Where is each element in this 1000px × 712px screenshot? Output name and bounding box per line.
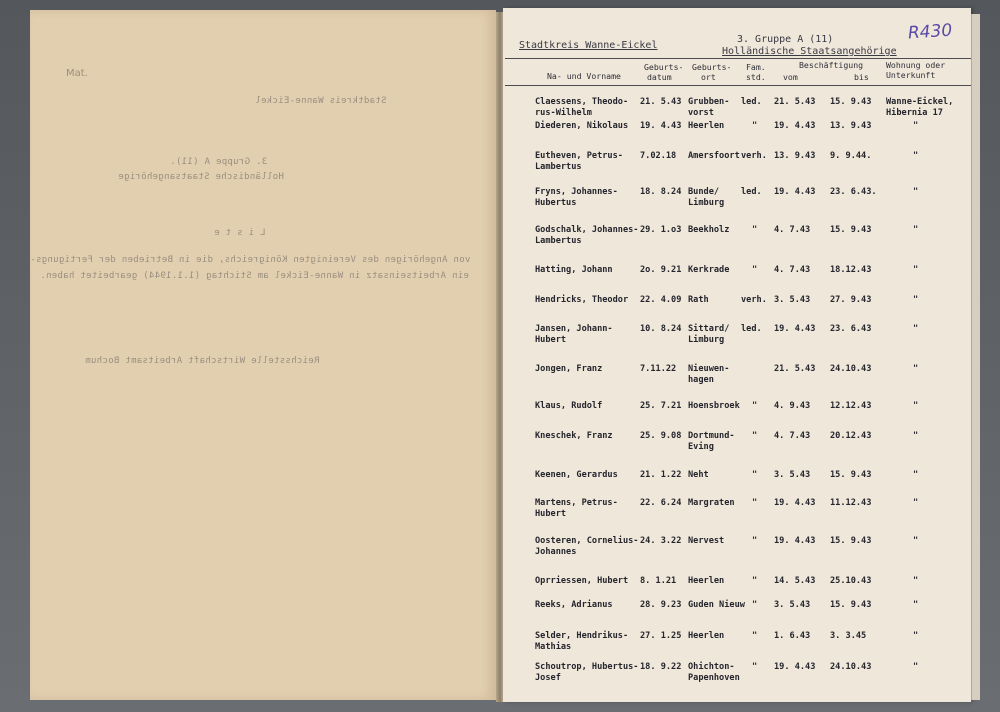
cell-birth-date: 28. 9.23: [640, 600, 682, 610]
col-birth-place-2: ort: [701, 72, 716, 82]
cell-birth-place: Kerkrade: [688, 265, 730, 275]
cell-birth-date: 25. 7.21: [640, 401, 682, 411]
cell-employment-to: 24.10.43: [830, 364, 872, 374]
cell-birth-place: Beekholz: [688, 225, 730, 235]
col-birth-date-2: datum: [647, 72, 672, 82]
cell-fam-status: ": [752, 662, 758, 672]
cell-residence: ": [913, 576, 919, 586]
cell-birth-date: 22. 6.24: [640, 498, 682, 508]
district-header: Stadtkreis Wanne-Eickel: [519, 40, 658, 51]
cell-birth-place: hagen: [688, 375, 714, 385]
cell-residence: ": [913, 536, 919, 546]
page-edge: [971, 14, 980, 700]
cell-birth-place: Hoensbroek: [688, 401, 740, 411]
cell-fam-status: ": [752, 401, 758, 411]
cell-birth-place: Bunde/: [688, 187, 720, 197]
cell-name: Hendricks, Theodor: [535, 295, 629, 305]
cell-employment-from: 3. 5.43: [774, 295, 811, 305]
cell-fam-status: ": [752, 431, 758, 441]
cell-birth-place: Ohichton-: [688, 662, 735, 672]
cell-employment-from: 19. 4.43: [774, 662, 816, 672]
cell-birth-place: Papenhoven: [688, 673, 740, 683]
cell-birth-date: 29. 1.o3: [640, 225, 682, 235]
cell-name: Kneschek, Franz: [535, 431, 613, 441]
cell-fam-status: ": [752, 265, 758, 275]
cell-fam-status: ": [752, 600, 758, 610]
cell-birth-place: Nieuwen-: [688, 364, 730, 374]
cell-employment-from: 13. 9.43: [774, 151, 816, 161]
col-to: bis: [854, 72, 869, 82]
cell-birth-place: vorst: [688, 108, 714, 118]
cell-birth-place: Heerlen: [688, 631, 725, 641]
cell-employment-from: 14. 5.43: [774, 576, 816, 586]
cell-name: Oosteren, Cornelius-: [535, 536, 639, 546]
cell-employment-to: 20.12.43: [830, 431, 872, 441]
cell-name: rus-Wilhelm: [535, 108, 592, 118]
cell-birth-place: Dortmund-: [688, 431, 735, 441]
cell-birth-date: 19. 4.43: [640, 121, 682, 131]
cell-birth-place: Heerlen: [688, 576, 725, 586]
cell-birth-place: Grubben-: [688, 97, 730, 107]
cell-employment-from: 19. 4.43: [774, 324, 816, 334]
col-birth-date-1: Geburts-: [644, 62, 684, 72]
cell-residence: ": [913, 187, 919, 197]
cell-fam-status: ": [752, 576, 758, 586]
cell-name: Johannes: [535, 547, 577, 557]
cell-employment-to: 15. 9.43: [830, 600, 872, 610]
cell-name: Selder, Hendrikus-: [535, 631, 629, 641]
cell-employment-from: 19. 4.43: [774, 536, 816, 546]
cell-birth-place: Limburg: [688, 335, 725, 345]
cell-fam-status: ": [752, 121, 758, 131]
cell-name: Schoutrop, Hubertus-: [535, 662, 639, 672]
cell-employment-to: 15. 9.43: [830, 97, 872, 107]
nationality-header: Holländische Staatsangehörige: [722, 46, 897, 57]
cell-residence: ": [913, 401, 919, 411]
cell-employment-to: 15. 9.43: [830, 225, 872, 235]
cell-name: Hubertus: [535, 198, 577, 208]
cell-birth-date: 25. 9.08: [640, 431, 682, 441]
cell-employment-to: 18.12.43: [830, 265, 872, 275]
left-page-line: Stadtkreis Wanne-Eickel: [255, 96, 387, 106]
cell-birth-place: Nervest: [688, 536, 725, 546]
cell-employment-to: 11.12.43: [830, 498, 872, 508]
cell-residence: ": [913, 364, 919, 374]
cell-employment-from: 19. 4.43: [774, 498, 816, 508]
cell-residence: ": [913, 498, 919, 508]
cell-name: Josef: [535, 673, 561, 683]
col-name: Na- und Vorname: [547, 71, 621, 81]
cell-name: Mathias: [535, 642, 572, 652]
cell-employment-from: 4. 7.43: [774, 265, 811, 275]
cell-birth-date: 18. 9.22: [640, 662, 682, 672]
cell-birth-place: Guden Nieuw: [688, 600, 745, 610]
cell-fam-status: verh.: [741, 151, 767, 161]
left-page-line: 3. Gruppe A (11).: [170, 157, 268, 167]
cell-birth-date: 2o. 9.21: [640, 265, 682, 275]
cell-name: Hubert: [535, 335, 567, 345]
cell-residence: ": [913, 470, 919, 480]
cell-employment-to: 9. 9.44.: [830, 151, 872, 161]
cell-birth-date: 8. 1.21: [640, 576, 677, 586]
cell-birth-place: Limburg: [688, 198, 725, 208]
left-page-line: ein Arbeitseinsatz in Wanne-Eickel am Stichtag (1.1.1944) gearbeitet haben.: [40, 271, 469, 281]
cell-employment-to: 23. 6.43.: [830, 187, 877, 197]
cell-employment-from: 19. 4.43: [774, 187, 816, 197]
cell-residence: ": [913, 431, 919, 441]
cell-birth-date: 10. 8.24: [640, 324, 682, 334]
cell-name: Jansen, Johann-: [535, 324, 613, 334]
cell-employment-from: 19. 4.43: [774, 121, 816, 131]
cell-fam-status: led.: [741, 187, 762, 197]
cell-employment-to: 25.10.43: [830, 576, 872, 586]
cell-residence: ": [913, 324, 919, 334]
cell-birth-place: Sittard/: [688, 324, 730, 334]
cell-name: Reeks, Adrianus: [535, 600, 613, 610]
cell-birth-place: Rath: [688, 295, 709, 305]
cell-birth-date: 22. 4.09: [640, 295, 682, 305]
cell-name: Lambertus: [535, 236, 582, 246]
col-birth-place-1: Geburts-: [692, 62, 732, 72]
cell-birth-place: Heerlen: [688, 121, 725, 131]
cell-name: Godschalk, Johannes-: [535, 225, 639, 235]
cell-fam-status: ": [752, 498, 758, 508]
cell-fam-status: ": [752, 536, 758, 546]
cell-birth-place: Margraten: [688, 498, 735, 508]
archive-stamp: R430: [907, 20, 953, 44]
cell-name: Hatting, Johann: [535, 265, 613, 275]
cell-employment-to: 15. 9.43: [830, 470, 872, 480]
col-fam-2: std.: [746, 72, 766, 82]
left-page: [30, 10, 496, 700]
cell-fam-status: ": [752, 470, 758, 480]
left-page-line: von Angehörigen des Vereinigten Königreichs, die in Betrieben der Fertigungs-: [30, 255, 471, 265]
cell-residence: ": [913, 265, 919, 275]
cell-residence: Hibernia 17: [886, 108, 943, 118]
cell-residence: ": [913, 662, 919, 672]
col-employment: Beschäftigung: [799, 60, 864, 70]
cell-employment-to: 12.12.43: [830, 401, 872, 411]
cell-employment-from: 4. 9.43: [774, 401, 811, 411]
cell-employment-to: 27. 9.43: [830, 295, 872, 305]
cell-employment-to: 23. 6.43: [830, 324, 872, 334]
cell-birth-date: 7.02.18: [640, 151, 677, 161]
cell-name: Oprriessen, Hubert: [535, 576, 629, 586]
cell-name: Lambertus: [535, 162, 582, 172]
left-page-line: Reichsstelle Wirtschaft Arbeitsamt Bochum: [85, 356, 320, 366]
cell-birth-date: 21. 1.22: [640, 470, 682, 480]
col-from: vom: [783, 72, 798, 82]
cell-residence: ": [913, 225, 919, 235]
cell-fam-status: ": [752, 225, 758, 235]
cell-employment-from: 21. 5.43: [774, 364, 816, 374]
cell-birth-place: Neht: [688, 470, 709, 480]
cell-fam-status: led.: [741, 97, 762, 107]
col-residence-2: Unterkunft: [886, 70, 936, 80]
cell-employment-from: 4. 7.43: [774, 225, 811, 235]
cell-fam-status: verh.: [741, 295, 767, 305]
cell-name: Keenen, Gerardus: [535, 470, 618, 480]
header-rule-top: [505, 58, 971, 59]
header-rule-bottom: [505, 85, 971, 86]
cell-employment-from: 4. 7.43: [774, 431, 811, 441]
cell-name: Klaus, Rudolf: [535, 401, 603, 411]
cell-employment-from: 1. 6.43: [774, 631, 811, 641]
cell-birth-date: 21. 5.43: [640, 97, 682, 107]
cell-name: Hubert: [535, 509, 567, 519]
cell-employment-from: 21. 5.43: [774, 97, 816, 107]
pencil-mark: Mat.: [66, 68, 88, 79]
cell-residence: Wanne-Eickel,: [886, 97, 954, 107]
group-header: 3. Gruppe A (11): [737, 34, 834, 45]
cell-residence: ": [913, 121, 919, 131]
cell-employment-from: 3. 5.43: [774, 600, 811, 610]
cell-residence: ": [913, 151, 919, 161]
cell-name: Diederen, Nikolaus: [535, 121, 629, 131]
cell-birth-date: 18. 8.24: [640, 187, 682, 197]
cell-fam-status: ": [752, 631, 758, 641]
left-page-line: L i s t e: [214, 228, 266, 238]
cell-birth-place: Eving: [688, 442, 714, 452]
cell-employment-to: 3. 3.45: [830, 631, 867, 641]
cell-name: Fryns, Johannes-: [535, 187, 618, 197]
cell-employment-from: 3. 5.43: [774, 470, 811, 480]
cell-name: Eutheven, Petrus-: [535, 151, 623, 161]
cell-birth-date: 24. 3.22: [640, 536, 682, 546]
left-page-line: Holländische Staatsangehörige: [118, 172, 284, 182]
cell-employment-to: 13. 9.43: [830, 121, 872, 131]
cell-birth-date: 7.11.22: [640, 364, 677, 374]
cell-employment-to: 24.10.43: [830, 662, 872, 672]
col-residence-1: Wohnung oder: [886, 60, 946, 70]
cell-name: Martens, Petrus-: [535, 498, 618, 508]
cell-fam-status: led.: [741, 324, 762, 334]
cell-name: Claessens, Theodo-: [535, 97, 629, 107]
cell-employment-to: 15. 9.43: [830, 536, 872, 546]
cell-name: Jongen, Franz: [535, 364, 603, 374]
col-fam-1: Fam.: [746, 62, 766, 72]
cell-birth-date: 27. 1.25: [640, 631, 682, 641]
cell-residence: ": [913, 295, 919, 305]
cell-birth-place: Amersfoort: [688, 151, 740, 161]
cell-residence: ": [913, 600, 919, 610]
cell-residence: ": [913, 631, 919, 641]
